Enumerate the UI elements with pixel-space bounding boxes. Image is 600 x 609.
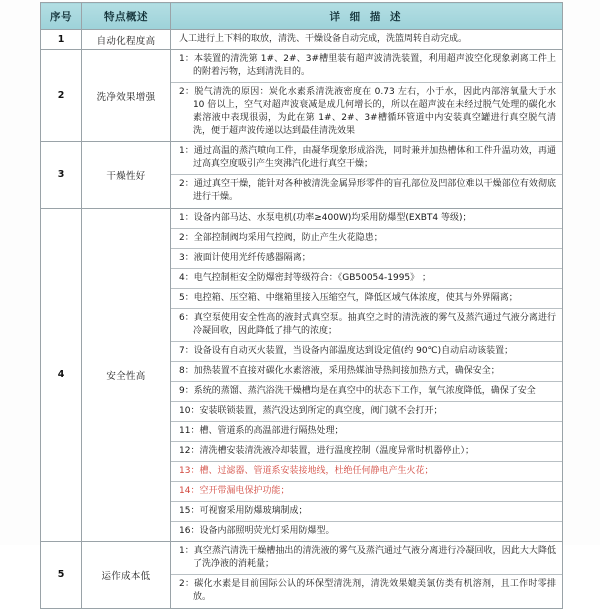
description-item-text: 6：真空泵使用安全性高的液封式真空泵。抽真空之时的清洗液的雾气及蒸汽通过气液分离进行冷凝回收，因此降低了排气的浓度； (171, 308, 562, 341)
description-item-row (171, 422, 562, 442)
feature-spec-table (40, 2, 563, 609)
description-item-text: 12：清洗槽安装清洗液冷却装置，进行温度控制（温度异常时机器停止）； (171, 442, 562, 462)
description-item-row (171, 442, 562, 462)
table-row (41, 142, 563, 208)
description-item-row (171, 268, 562, 288)
description-item-text: 8：加热装置不直接对碳化水素溶液，采用热媒油导热间接加热方式，确保安全； (171, 361, 562, 381)
feature-summary-cell: 干燥性好 (82, 142, 171, 208)
description-item-text: 16：设备内部照明荧光灯采用防爆型。 (179, 526, 335, 537)
table-header (41, 3, 563, 30)
row-number-cell: 2 (41, 50, 82, 142)
description-item-text: 11：槽、管道系的高温部进行隔热处理； (171, 422, 562, 442)
description-item-list (171, 50, 562, 141)
description-item-text: 1：通过高温的蒸汽喷向工件，由凝华现象形成浴洗，同时兼并加热槽体和工件升温功效，再通过高真空度吸引产生突沸汽化进行真空干燥； (171, 142, 562, 175)
column-header-summary: 特点概述 (82, 3, 171, 30)
row-number-cell: 3 (41, 142, 82, 208)
description-item-row (171, 175, 562, 208)
description-item-row (171, 381, 562, 401)
description-item-row (171, 142, 562, 175)
feature-summary-cell: 自动化程度高 (82, 30, 171, 50)
description-item-list (171, 209, 562, 542)
table-row (41, 30, 563, 50)
description-item-row (171, 542, 562, 575)
description-item-row (171, 83, 562, 142)
row-number-cell: 4 (41, 208, 82, 542)
feature-description-cell (171, 142, 563, 208)
description-item-list (171, 142, 562, 207)
description-item-text: 人工进行上下料的取放，清洗、干燥设备自动完成，洗篮周转自动完成。 (179, 34, 468, 44)
description-item-text: 13：槽、过滤器、管道系安装接地线，杜绝任何静电产生火花； (171, 462, 562, 482)
description-item-text: 2：通过真空干燥，能针对各种被清洗金属异形零件的盲孔部位及凹部位难以干燥部位有效彻底进行干燥。 (179, 179, 556, 203)
feature-description-cell (171, 542, 563, 608)
description-item-row (171, 209, 562, 229)
table-header-row (41, 3, 563, 30)
feature-summary-cell: 洗净效果增强 (82, 50, 171, 142)
description-item-row (171, 361, 562, 381)
description-item-row (171, 228, 562, 248)
description-item-text: 2：全部控制阀均采用气控阀，防止产生火花隐患； (171, 228, 562, 248)
description-item-text: 15：可视窗采用防爆玻璃制成； (171, 502, 562, 522)
description-item-text: 14：空开带漏电保护功能； (171, 482, 562, 502)
description-item-row (171, 522, 562, 542)
description-item-row (171, 341, 562, 361)
description-item-row (171, 482, 562, 502)
table-row (41, 50, 563, 142)
feature-summary-cell: 安全性高 (82, 208, 171, 542)
row-number-cell: 1 (41, 30, 82, 50)
feature-description-cell (171, 208, 563, 542)
column-header-description: 详 细 描 述 (171, 3, 563, 30)
description-item-row (171, 575, 562, 608)
description-item-text: 1：本装置的清洗第 1#、2#、3#槽里装有超声波清洗装置，利用超声波空化现象剥离工件上的附着污物，达到清洗目的。 (171, 50, 562, 83)
description-item-text: 10：安装联锁装置，蒸汽没达到所定的真空度，阀门就不会打开； (171, 401, 562, 421)
description-item-text: 5：电控箱、压空箱、中继箱里接入压缩空气，降低区域气体浓度，使其与外界隔离； (171, 288, 562, 308)
table-row (41, 208, 563, 542)
feature-description-cell (171, 50, 563, 142)
description-item-text: 1：真空蒸汽清洗干燥槽抽出的清洗液的雾气及蒸汽通过气液分离进行冷凝回收，因此大大降低了洗净液的消耗量； (171, 542, 562, 575)
table-row (41, 542, 563, 608)
feature-summary-cell: 运作成本低 (82, 542, 171, 608)
description-item-text: 9：系统的蒸馏、蒸汽浴洗干燥槽均是在真空中的状态下工作，氧气浓度降低，确保了安全 (171, 381, 562, 401)
description-item-text: 1：设备内部马达、水泵电机(功率≥400W)均采用防爆型(EXBT4 等级)； (171, 209, 562, 229)
description-item-text: 7：设备设有自动灭火装置，当设备内部温度达到设定值(约 90℃)自动启动该装置； (171, 341, 562, 361)
description-item-row (171, 30, 562, 49)
description-item-text: 4：电气控制柜安全防爆密封等级符合：《GB50054-1995》 ； (171, 268, 562, 288)
description-item-row (171, 308, 562, 341)
description-item-row (171, 248, 562, 268)
description-item-text: 2：脱气清洗的原因：炭化水素系清洗液密度在 0.73 左右，小于水，因此内部溶氧量大于水 10 倍以上，空气对超声波衰减是成几何增长的，所以在超声波在未经过脱气处理的碳化水素溶液中表现很弱，为此在第 1#、2#、3#槽循环管道中内安装真空罐进行真空脱气清洗，便于超声波传递以达到最佳清洗效果 (179, 87, 556, 137)
feature-description-cell (171, 30, 563, 50)
description-item-row (171, 401, 562, 421)
description-item-row (171, 50, 562, 83)
description-item-list (171, 542, 562, 607)
description-item-row (171, 288, 562, 308)
table-body (41, 30, 563, 609)
description-item-text: 2：碳化水素是目前国际公认的环保型清洗剂，清洗效果媲美氯仿类有机溶剂，且工作时零排放。 (179, 579, 556, 603)
description-item-row (171, 502, 562, 522)
row-number-cell: 5 (41, 542, 82, 608)
description-item-text: 3：液面计使用光纤传感器隔离； (171, 248, 562, 268)
description-item-list (171, 30, 562, 49)
column-header-no: 序号 (41, 3, 82, 30)
description-item-row (171, 462, 562, 482)
